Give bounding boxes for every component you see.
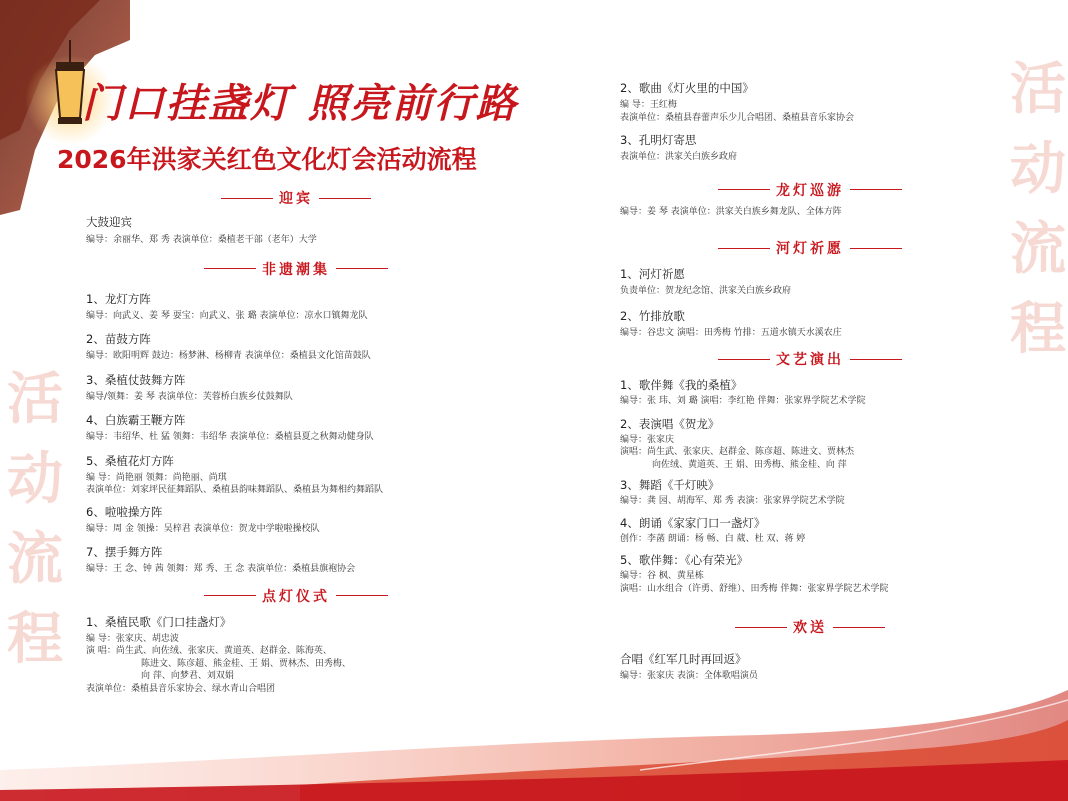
section-heading: 点灯仪式 — [86, 586, 506, 606]
section-heading: 欢送 — [620, 617, 1000, 637]
section-heading: 文艺演出 — [620, 349, 1000, 369]
item-title: 1、龙灯方阵 — [86, 291, 151, 306]
item-credit: 负责单位：贺龙纪念馆、洪家关白族乡政府 — [620, 286, 792, 296]
item-title: 合唱《红军几时再回返》 — [620, 652, 747, 666]
item-credit: 编导：余丽华、郑 秀 表演单位：桑植老干部（老年）大学 — [86, 235, 317, 245]
item-credit: 演 唱：尚生武、向佐绒、张家庆、黄道英、赵群金、陈海英、 — [86, 646, 332, 656]
item-credit: 编导：向武义、姜 琴 耍宝：向武义、张 璐 表演单位：凉水口镇舞龙队 — [86, 310, 368, 321]
item-credit: 编导：欧阳明辉 鼓边：杨梦淋、杨柳青 表演单位：桑植县文化馆苗鼓队 — [86, 351, 371, 361]
item-title: 1、歌伴舞《我的桑植》 — [620, 378, 743, 392]
right-column — [620, 80, 1000, 683]
item-credit: 演唱：山水组合（许勇、舒维）、田秀梅 伴舞：张家界学院艺术学院 — [620, 583, 889, 594]
item-title: 2、表演唱《贺龙》 — [620, 416, 720, 431]
item-credit: 向 萍、向梦君、刘双娟 — [141, 671, 234, 681]
item-credit: 表演单位：桑植县音乐家协会、绿水青山合唱团 — [86, 683, 276, 694]
item-credit: 编导：韦绍华、杜 猛 领舞：韦绍华 表演单位：桑植县夏之秋舞动健身队 — [86, 432, 374, 442]
item-credit: 编导：龚 园、胡海军、郑 秀 表演：张家界学院艺术学院 — [620, 496, 845, 506]
left-column — [86, 188, 506, 695]
item-credit: 编导：周 金 领操：吴梓君 表演单位：贺龙中学啦啦操校队 — [86, 523, 320, 534]
item-title: 5、歌伴舞：《心有荣光》 — [620, 553, 749, 567]
item-credit: 编 导：王红梅 — [620, 100, 677, 110]
item-credit: 编 导：张家庆、胡忠波 — [86, 633, 179, 644]
item-title: 6、啦啦操方阵 — [86, 504, 163, 519]
item-title: 4、朗诵《家家门口一盏灯》 — [620, 515, 766, 530]
main-title: 门口挂盏灯 照亮前行路 — [82, 80, 518, 127]
item-credit: 编导：王 念、钟 茜 领舞：郑 秀、王 念 表演单位：桑植县旗袍协会 — [86, 564, 356, 574]
section-heading: 迎宾 — [86, 188, 506, 208]
section-heading: 龙灯巡游 — [620, 180, 1000, 200]
item-credit: 表演单位：刘家坪民征舞蹈队、桑植县韵味舞蹈队、桑植县为舞相约舞蹈队 — [86, 485, 384, 495]
item-credit: 编导：张 玮、刘 璐 演唱：李红艳 伴舞：张家界学院艺术学院 — [620, 396, 866, 406]
item-credit: 向佐绒、黄道英、王 娟、田秀梅、熊金桂、向 萍 — [652, 459, 847, 470]
item-title: 2、歌曲《灯火里的中国》 — [620, 81, 754, 95]
item-credit: 演唱：尚生武、张家庆、赵群金、陈彦超、陈进文、贾林杰 — [620, 447, 855, 457]
watermark-right: 活 动 流 程 — [1010, 57, 1066, 362]
bottom-wave — [0, 690, 1068, 801]
item-title: 2、竹排放歌 — [620, 308, 685, 323]
item-credit: 表演单位：桑植县春蕾声乐少儿合唱团、桑植县音乐家协会 — [620, 112, 855, 123]
item-title: 3、孔明灯寄思 — [620, 133, 697, 147]
section-heading: 非遗潮集 — [86, 259, 506, 279]
item-title: 3、桑植仗鼓舞方阵 — [86, 372, 186, 387]
item-title: 7、摆手舞方阵 — [86, 545, 163, 559]
item-title: 大鼓迎宾 — [86, 215, 132, 229]
watermark-left: 活 动 流 程 — [7, 367, 63, 672]
item-credit: 编导：姜 琴 表演单位：洪家关白族乡舞龙队、全体方阵 — [620, 206, 842, 217]
sub-title: 2026年洪家关红色文化灯会活动流程 — [57, 145, 477, 174]
section-heading: 河灯祈愿 — [620, 238, 1000, 258]
item-title: 1、桑植民歌《门口挂盏灯》 — [86, 614, 232, 629]
item-credit: 陈进文、陈彦超、熊金桂、王 娟、贾林杰、田秀梅、 — [141, 658, 351, 669]
item-credit: 编 导：尚艳丽 领舞：尚艳丽、尚琪 — [86, 472, 227, 483]
item-title: 4、白族霸王鞭方阵 — [86, 413, 186, 427]
item-title: 2、苗鼓方阵 — [86, 332, 151, 346]
item-credit: 编导：谷忠文 演唱：田秀梅 竹排：五道水镇天水溪农庄 — [620, 327, 842, 338]
item-credit: 表演单位：洪家关白族乡政府 — [620, 152, 738, 162]
item-credit: 编导：张家庆 表演：全体歌唱演员 — [620, 671, 758, 681]
item-credit: 编导/领舞：姜 琴 表演单位：芙蓉桥白族乡仗鼓舞队 — [86, 391, 293, 402]
item-credit: 创作：李菡 朗诵：杨 畅、白 葳、杜 双、蒋 婷 — [620, 533, 806, 544]
item-title: 5、桑植花灯方阵 — [86, 453, 174, 468]
item-credit: 编导：谷 枫、黄星栋 — [620, 571, 704, 581]
item-title: 1、河灯祈愿 — [620, 267, 685, 281]
item-credit: 编导：张家庆 — [620, 434, 675, 445]
item-title: 3、舞蹈《千灯映》 — [620, 478, 720, 492]
